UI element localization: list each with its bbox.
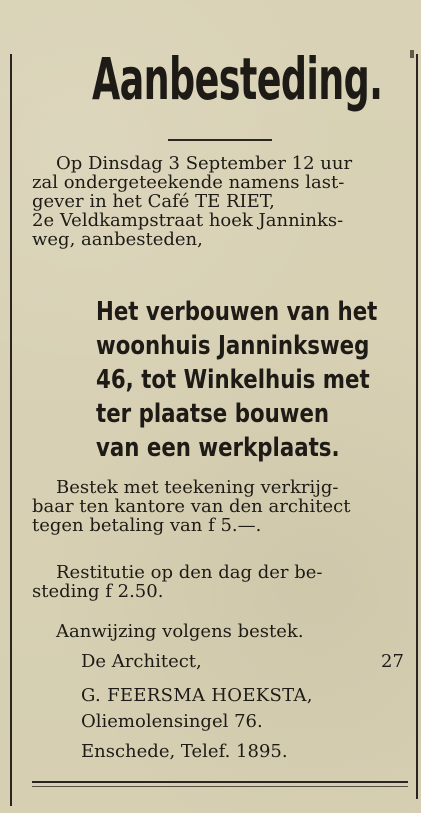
- advertisement-title: Aanbesteding.: [92, 45, 383, 113]
- architect-city-phone: Enschede, Telef. 1895.: [81, 741, 288, 762]
- advertisement-number: 27: [381, 651, 404, 672]
- intro-line: zal ondergeteekende namens last-: [32, 172, 345, 193]
- intro-line: Op Dinsdag 3 September 12 uur: [56, 153, 353, 174]
- instruction-line: Aanwijzing volgens bestek.: [56, 621, 304, 642]
- architect-role-label: De Architect,: [81, 651, 202, 672]
- spec-line: baar ten kantore van den architect: [32, 496, 351, 517]
- restitution-line: Restitutie op den dag der be-: [56, 562, 323, 583]
- architect-address: Oliemolensingel 76.: [81, 711, 263, 732]
- intro-paragraph: [32, 153, 406, 250]
- restitution-line: steding f 2.50.: [32, 581, 164, 602]
- right-border-rule: [416, 54, 418, 799]
- project-headline: [96, 295, 406, 465]
- headline-line: ter plaatse bouwen: [96, 399, 330, 429]
- spec-line: tegen betaling van f 5.—.: [32, 515, 262, 536]
- spec-line: Bestek met teekening verkrijg-: [56, 477, 339, 498]
- title-underline: [168, 139, 272, 141]
- top-right-mark: [410, 50, 414, 58]
- left-border-rule: [10, 54, 12, 806]
- architect-role: [81, 651, 404, 672]
- headline-line: Het verbouwen van het: [96, 297, 378, 327]
- headline-line: woonhuis Janninksweg: [96, 331, 370, 361]
- headline-line: 46, tot Winkelhuis met: [96, 365, 370, 395]
- architect-name: G. FEERSMA HOEKSTA,: [81, 685, 313, 706]
- bottom-rule-thin: [32, 786, 408, 787]
- specification-paragraph: [32, 477, 406, 536]
- intro-line: 2e Veldkampstraat hoek Janninks-: [32, 210, 344, 231]
- restitution-paragraph: [32, 562, 406, 602]
- headline-line: van een werkplaats.: [96, 433, 340, 463]
- bottom-rule-thick: [32, 781, 408, 783]
- intro-line: weg, aanbesteden,: [32, 229, 203, 250]
- intro-line: gever in het Café TE RIET,: [32, 191, 275, 212]
